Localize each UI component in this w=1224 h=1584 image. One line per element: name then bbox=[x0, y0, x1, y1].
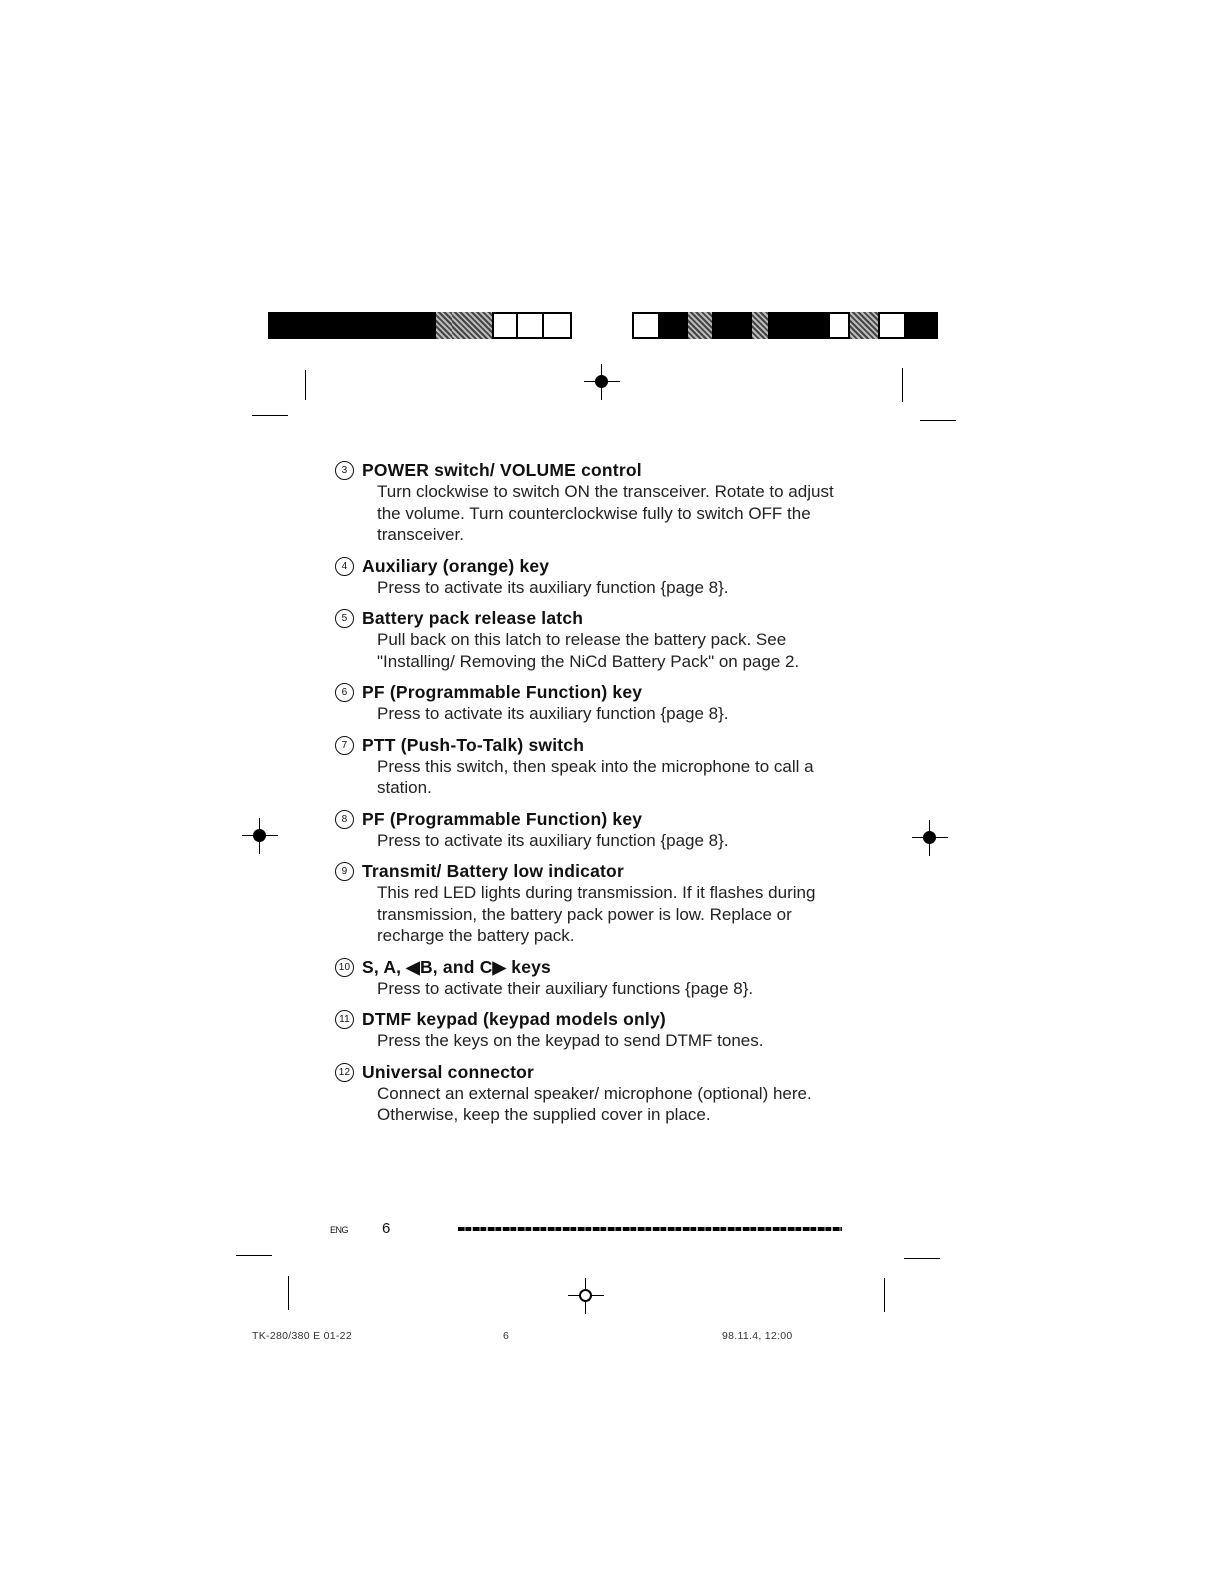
registration-mark-icon bbox=[584, 364, 620, 400]
item-number-badge: 12 bbox=[335, 1063, 354, 1082]
list-item bbox=[335, 809, 855, 852]
item-title: Universal connector bbox=[362, 1061, 535, 1082]
item-title: Battery pack release latch bbox=[362, 608, 584, 628]
list-item bbox=[335, 460, 855, 546]
item-title: Auxiliary (orange) key bbox=[362, 555, 550, 576]
item-number-badge: 4 bbox=[335, 557, 354, 576]
bar-segment bbox=[268, 312, 428, 339]
item-number-badge: 10 bbox=[335, 958, 354, 977]
list-item bbox=[335, 608, 855, 672]
bar-segment bbox=[542, 312, 572, 339]
item-number-badge: 3 bbox=[335, 461, 354, 480]
bar-segment bbox=[768, 312, 828, 339]
bar-segment bbox=[752, 312, 768, 339]
language-mark: ENG bbox=[330, 1225, 349, 1235]
bar-segment bbox=[906, 312, 938, 339]
crop-mark bbox=[904, 1258, 940, 1259]
item-description: Press to activate their auxiliary functions {page 8}. bbox=[377, 978, 754, 998]
item-title: PF (Programmable Function) key bbox=[362, 682, 643, 702]
print-page-label: 6 bbox=[503, 1330, 510, 1342]
list-item bbox=[335, 1009, 855, 1052]
print-date-label: 98.11.4, 12:00 bbox=[722, 1330, 793, 1342]
item-number-badge: 5 bbox=[335, 609, 354, 628]
item-title: POWER switch/ VOLUME control bbox=[362, 460, 642, 480]
bar-segment bbox=[632, 312, 660, 339]
bar-segment bbox=[516, 312, 544, 339]
item-title: PTT (Push-To-Talk) switch bbox=[362, 734, 585, 755]
item-title: DTMF keypad (keypad models only) bbox=[362, 1009, 666, 1029]
registration-mark-icon bbox=[912, 820, 948, 856]
header-bar-left bbox=[268, 312, 572, 339]
header-bar-right bbox=[632, 312, 938, 339]
item-number-badge: 8 bbox=[335, 810, 354, 829]
bar-segment bbox=[660, 312, 688, 339]
item-description: Press to activate its auxiliary function {page 8}. bbox=[377, 830, 729, 850]
bar-segment bbox=[712, 312, 752, 339]
list-item bbox=[335, 556, 855, 599]
crop-mark bbox=[252, 415, 288, 416]
bar-segment bbox=[850, 312, 878, 339]
crop-mark bbox=[236, 1255, 272, 1256]
bar-segment bbox=[452, 312, 492, 339]
item-number-badge: 7 bbox=[335, 736, 354, 755]
bar-segment bbox=[436, 312, 452, 339]
item-number-badge: 6 bbox=[335, 683, 354, 702]
item-description: Pull back on this latch to release the battery pack. See "Installing/ Removing the NiCd Battery Pack" on page 2. bbox=[377, 630, 800, 671]
list-item bbox=[335, 1062, 855, 1126]
list-item bbox=[335, 735, 855, 799]
item-title: PF (Programmable Function) key bbox=[362, 808, 643, 829]
registration-mark-icon bbox=[568, 1278, 604, 1314]
crop-mark bbox=[920, 420, 956, 421]
registration-mark-icon bbox=[242, 818, 278, 854]
item-description: Press to activate its auxiliary function {page 8}. bbox=[377, 577, 729, 597]
item-number-badge: 9 bbox=[335, 862, 354, 881]
parts-description-list bbox=[335, 460, 855, 1136]
item-description: This red LED lights during transmission. If it flashes during transmission, the battery pack power is low. Replace or recharge the battery pack. bbox=[377, 883, 816, 945]
footer-rule bbox=[458, 1227, 842, 1231]
bar-segment bbox=[428, 312, 436, 339]
list-item bbox=[335, 957, 855, 1000]
crop-mark bbox=[884, 1278, 885, 1312]
page-footer bbox=[330, 1220, 842, 1238]
item-description: Press to activate its auxiliary function {page 8}. bbox=[377, 704, 729, 723]
list-item bbox=[335, 861, 855, 947]
crop-mark bbox=[305, 370, 306, 400]
crop-mark bbox=[288, 1276, 289, 1310]
print-file-label: TK-280/380 E 01-22 bbox=[252, 1330, 352, 1342]
list-item bbox=[335, 682, 855, 725]
item-description: Press this switch, then speak into the microphone to call a station. bbox=[377, 756, 814, 797]
bar-segment bbox=[492, 312, 518, 339]
crop-mark bbox=[902, 368, 903, 402]
item-description: Connect an external speaker/ microphone (optional) here. Otherwise, keep the supplied cover in place. bbox=[377, 1083, 812, 1124]
bar-segment bbox=[878, 312, 906, 339]
item-title: Transmit/ Battery low indicator bbox=[362, 861, 624, 881]
bar-segment bbox=[828, 312, 850, 339]
bar-segment bbox=[688, 312, 712, 339]
page-number: 6 bbox=[382, 1220, 391, 1237]
item-title: S, A, ◀B, and C▶ keys bbox=[362, 956, 551, 977]
item-description: Press the keys on the keypad to send DTMF tones. bbox=[377, 1031, 764, 1050]
item-description: Turn clockwise to switch ON the transceiver. Rotate to adjust the volume. Turn counterclockwise fully to switch OFF the transceiver. bbox=[377, 482, 834, 544]
item-number-badge: 11 bbox=[335, 1010, 354, 1029]
